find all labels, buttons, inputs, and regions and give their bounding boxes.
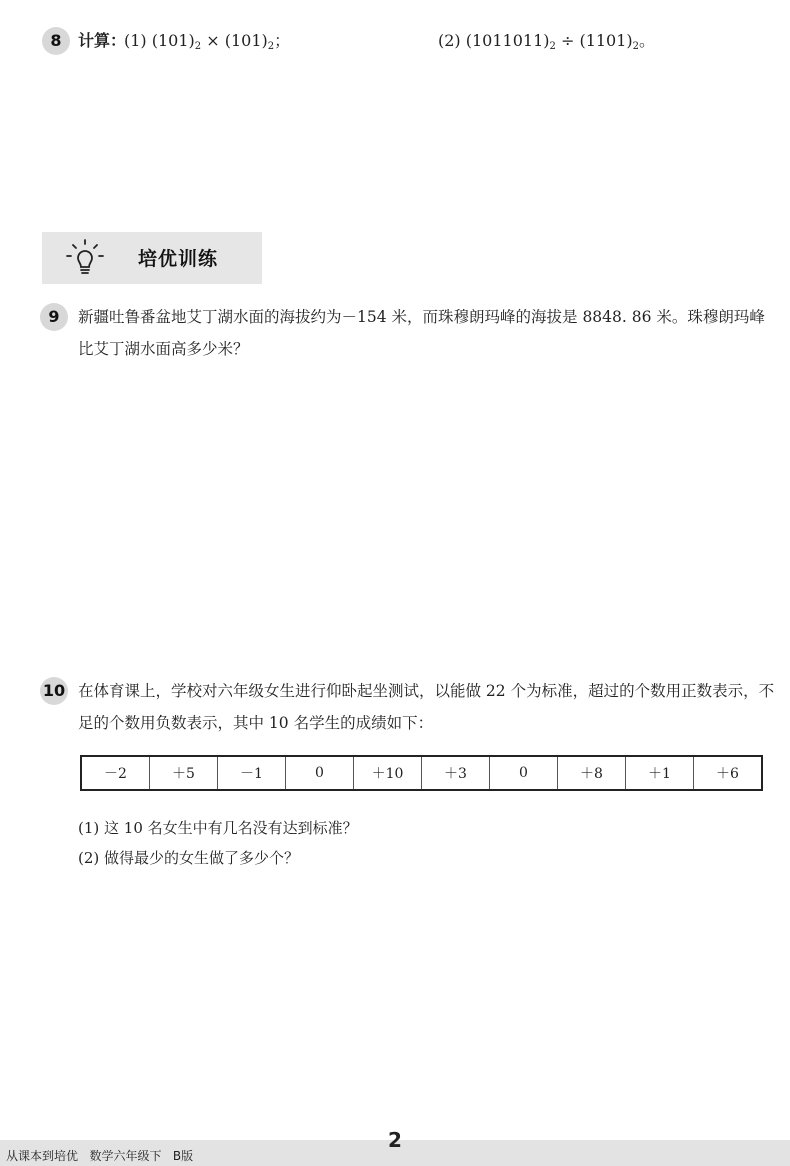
question-number-8: 8 [42, 27, 70, 55]
question-8-part-1 [124, 25, 290, 63]
q8-part1-base2: 2 [267, 41, 275, 52]
q8-part1-op: × (101) [201, 31, 268, 50]
q8-part2-base2: 2 [632, 41, 640, 52]
question-10-sub-1: (1) 这 10 名女生中有几名没有达到标准？ [78, 819, 358, 837]
question-9-text: 新疆吐鲁番盆地艾丁湖水面的海拔约为－154 米，而珠穆朗玛峰的海拔是 8848. 86 米。珠穆朗玛峰比艾丁湖水面高多少米？ [78, 308, 765, 358]
q8-part1-prefix: (1) (101) [124, 31, 195, 50]
q8-part2-prefix: (2) (1011011) [438, 31, 550, 50]
question-number-10: 10 [40, 677, 68, 705]
section-title: 培优训练 [138, 248, 219, 270]
page-number: 2 [388, 1128, 402, 1152]
q8-part1-base1: 2 [194, 41, 202, 52]
q8-part2-end: 。 [639, 31, 656, 50]
score-cell: ＋3 [422, 757, 490, 789]
footer-book-title: 从课本到培优 数学六年级下 B版 [6, 1149, 194, 1163]
score-cell: 0 [286, 757, 354, 789]
question-10-text: 在体育课上，学校对六年级女生进行仰卧起坐测试，以能做 22 个为标准，超过的个数用正数表示，不足的个数用负数表示，其中 10 名学生的成绩如下： [78, 682, 775, 732]
score-table [80, 755, 763, 791]
question-8-part-2 [438, 25, 655, 63]
lightbulb-icon [64, 238, 106, 278]
q8-part2-base1: 2 [549, 41, 556, 52]
score-cell: 0 [490, 757, 558, 789]
score-cell: ＋8 [558, 757, 626, 789]
question-8-lead: 计算： [78, 31, 127, 50]
score-cell: ＋6 [716, 766, 739, 782]
score-cell: ＋10 [354, 757, 422, 789]
score-cell: －1 [218, 757, 286, 789]
section-banner [42, 232, 262, 284]
question-number-9: 9 [40, 303, 68, 331]
q8-part1-end: ； [274, 31, 291, 50]
score-cell: ＋1 [626, 757, 694, 789]
q8-part2-op: ÷ (1101) [555, 31, 633, 50]
score-cell: ＋5 [150, 757, 218, 789]
question-10-sub-2: (2) 做得最少的女生做了多少个？ [78, 849, 300, 867]
score-cell: －2 [82, 757, 150, 789]
